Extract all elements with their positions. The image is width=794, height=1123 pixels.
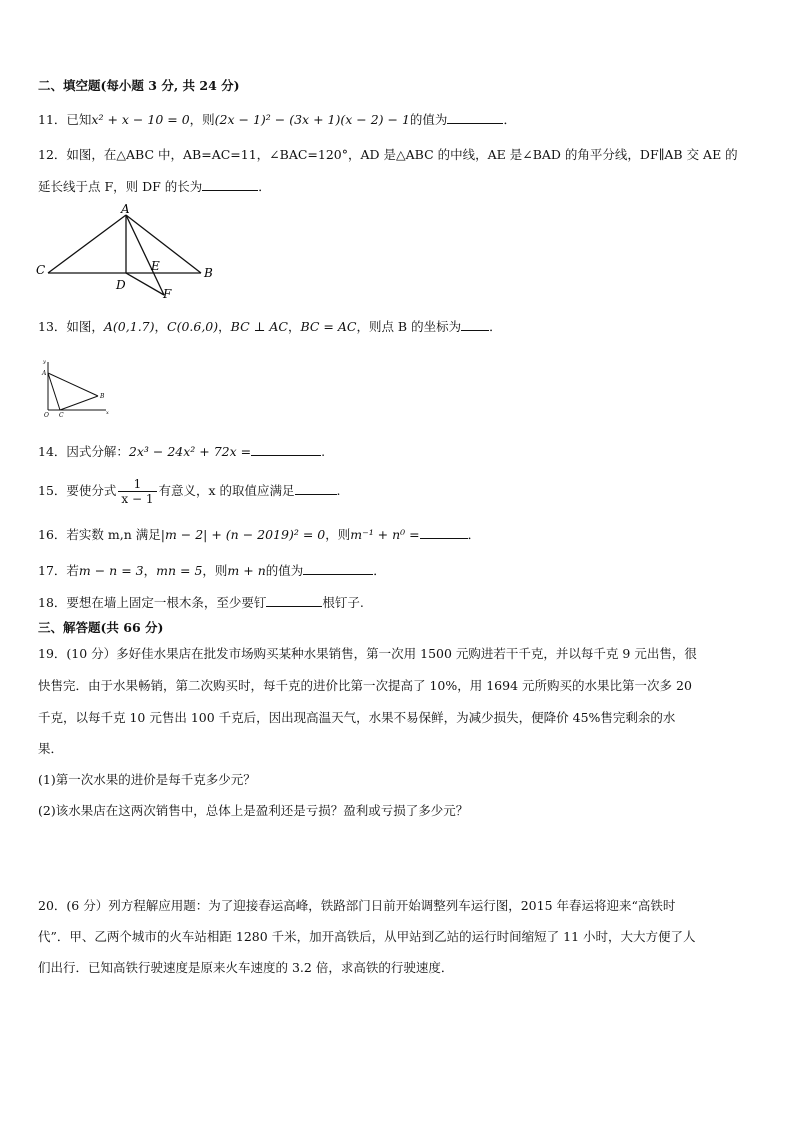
q13-sep3: ， bbox=[287, 319, 301, 334]
q13-point-c: C(0.6,0) bbox=[167, 319, 219, 334]
label-a: A bbox=[42, 370, 47, 377]
q11-post: 的值为 bbox=[409, 112, 448, 127]
q16-condition: |m − 2| + (n − 2019)² = 0 bbox=[160, 527, 326, 542]
q11-answer-blank[interactable] bbox=[447, 111, 503, 124]
q12-triangle-figure bbox=[30, 198, 220, 304]
q17-expression: m + n bbox=[227, 563, 266, 578]
q15-numerator: 1 bbox=[118, 477, 156, 492]
q14-expression: 2x³ − 24x² + 72x = bbox=[128, 444, 252, 459]
q17-condition-1: m − n = 3 bbox=[78, 563, 144, 578]
label-o: O bbox=[44, 412, 49, 418]
q15-fraction bbox=[118, 477, 156, 506]
q13-end: ． bbox=[489, 319, 502, 334]
line-ab bbox=[126, 215, 201, 273]
q17-answer-blank[interactable] bbox=[303, 562, 373, 575]
q14-answer-blank[interactable] bbox=[251, 443, 321, 456]
q15-pre: 15．要使分式 bbox=[38, 483, 117, 498]
q13-point-a: A(0,1.7) bbox=[103, 319, 155, 334]
question-14 bbox=[38, 443, 325, 460]
q11-mid: ，则 bbox=[189, 112, 215, 127]
q13-equal: BC = AC bbox=[300, 319, 357, 334]
line-ac bbox=[48, 215, 126, 273]
q16-answer-blank[interactable] bbox=[420, 526, 468, 539]
q17-end: ． bbox=[373, 563, 386, 578]
label-d: D bbox=[116, 278, 126, 292]
label-f: F bbox=[163, 287, 172, 301]
q12-line2-text: 延长线于点 F，则 DF 的长为 bbox=[38, 179, 203, 194]
label-b: B bbox=[204, 266, 213, 280]
q13-sep1: ， bbox=[154, 319, 168, 334]
label-x: x bbox=[106, 410, 109, 416]
q14-end: . bbox=[321, 444, 326, 459]
label-c: C bbox=[59, 412, 64, 418]
q17-mid: ，则 bbox=[202, 563, 228, 578]
section-2-title: 二、填空题(每小题 3 分, 共 24 分) bbox=[38, 78, 240, 93]
q13-number: 13．如图， bbox=[38, 319, 104, 334]
q16-pre: 16．若实数 m,n 满足 bbox=[38, 527, 161, 542]
segment-cb bbox=[60, 396, 98, 410]
question-18 bbox=[38, 594, 364, 611]
question-20-line-3: 们出行．已知高铁行驶速度是原来火车速度的 3.2 倍，求高铁的行驶速度． bbox=[38, 960, 454, 975]
q15-post: 有意义，x 的取值应满足 bbox=[158, 483, 295, 498]
q16-mid: ，则 bbox=[325, 527, 351, 542]
q17-condition-2: mn = 5 bbox=[156, 563, 203, 578]
label-a: A bbox=[121, 202, 130, 216]
question-19-line-2: 快售完．由于水果畅销，第二次购买时，每千克的进价比第一次提高了 10%，用 1694 元所购买的水果比第一次多 20 bbox=[38, 678, 692, 693]
q13-sep2: ， bbox=[218, 319, 231, 334]
q11-number: 11． bbox=[38, 112, 67, 127]
question-20-line-2: 代”．甲、乙两个城市的火车站相距 1280 千米，加开高铁后，从甲站到乙站的运行时间缩短了 11 小时，大大方便了人 bbox=[38, 929, 696, 944]
q12-answer-blank[interactable] bbox=[202, 178, 258, 191]
question-11 bbox=[38, 111, 516, 128]
q11-pre: 已知 bbox=[66, 112, 92, 127]
q11-expression: (2x − 1)² − (3x + 1)(x − 2) − 1 bbox=[214, 112, 410, 127]
q17-sep: ， bbox=[143, 563, 157, 578]
label-b: B bbox=[100, 393, 105, 400]
q16-end: ． bbox=[467, 527, 481, 542]
q18-post: 根钉子. bbox=[322, 595, 364, 610]
q11-condition: x² + x − 10 = 0 bbox=[91, 112, 190, 127]
q15-answer-blank[interactable] bbox=[295, 482, 337, 495]
label-c: C bbox=[36, 263, 46, 277]
question-19-line-4: 果． bbox=[38, 741, 64, 756]
label-y: y bbox=[43, 359, 46, 365]
question-12-line-1: 12．如图，在△ABC 中，AB=AC=11，∠BAC=120°，AD 是△ABC 的中线，AE 是∠BAD 的角平分线，DF∥AB 交 AE 的 bbox=[38, 147, 738, 162]
section-3-title: 三、解答题(共 66 分) bbox=[38, 620, 164, 635]
question-19-line-1: 19．(10 分）多好佳水果店在批发市场购买某种水果销售，第一次用 1500 元购进若干千克，并以每千克 9 元出售，很 bbox=[38, 646, 697, 661]
q17-pre: 17．若 bbox=[38, 563, 79, 578]
q13-coordinate-figure bbox=[38, 356, 118, 418]
question-19-sub-2: (2)该水果店在这两次销售中，总体上是盈利还是亏损？盈利或亏损了多少元？ bbox=[38, 803, 469, 818]
question-19-line-3: 千克，以每千克 10 元售出 100 千克后，因出现高温天气，水果不易保鲜，为减少损失，便降价 45%售完剩余的水 bbox=[38, 710, 676, 725]
segment-ac bbox=[48, 373, 60, 410]
q18-answer-blank[interactable] bbox=[266, 594, 322, 607]
question-15 bbox=[38, 474, 341, 508]
question-12-line-2 bbox=[38, 178, 271, 195]
q15-denominator: x − 1 bbox=[121, 492, 154, 506]
question-20-line-1: 20．(6 分）列方程解应用题：为了迎接春运高峰，铁路部门日前开始调整列车运行图，2015 年春运将迎来“高铁时 bbox=[38, 898, 676, 913]
question-13 bbox=[38, 318, 502, 335]
q13-post: ，则点 B 的坐标为 bbox=[356, 319, 462, 334]
q12-end: ． bbox=[258, 179, 271, 194]
label-e: E bbox=[151, 259, 160, 273]
question-17 bbox=[38, 562, 386, 579]
question-16 bbox=[38, 526, 480, 543]
segment-ab bbox=[48, 373, 98, 396]
question-19-sub-1: (1)第一次水果的进价是每千克多少元？ bbox=[38, 772, 256, 787]
q17-post: 的值为 bbox=[265, 563, 304, 578]
q13-answer-blank[interactable] bbox=[461, 318, 489, 331]
q16-expression: m⁻¹ + n⁰ = bbox=[350, 527, 420, 542]
line-ae-extended bbox=[126, 215, 164, 295]
q13-perpendicular: BC ⊥ AC bbox=[230, 319, 288, 334]
q18-pre: 18．要想在墙上固定一根木条，至少要钉 bbox=[38, 595, 267, 610]
q14-number: 14．因式分解： bbox=[38, 444, 129, 459]
q11-end: ． bbox=[503, 112, 516, 127]
q15-end: . bbox=[336, 483, 341, 498]
